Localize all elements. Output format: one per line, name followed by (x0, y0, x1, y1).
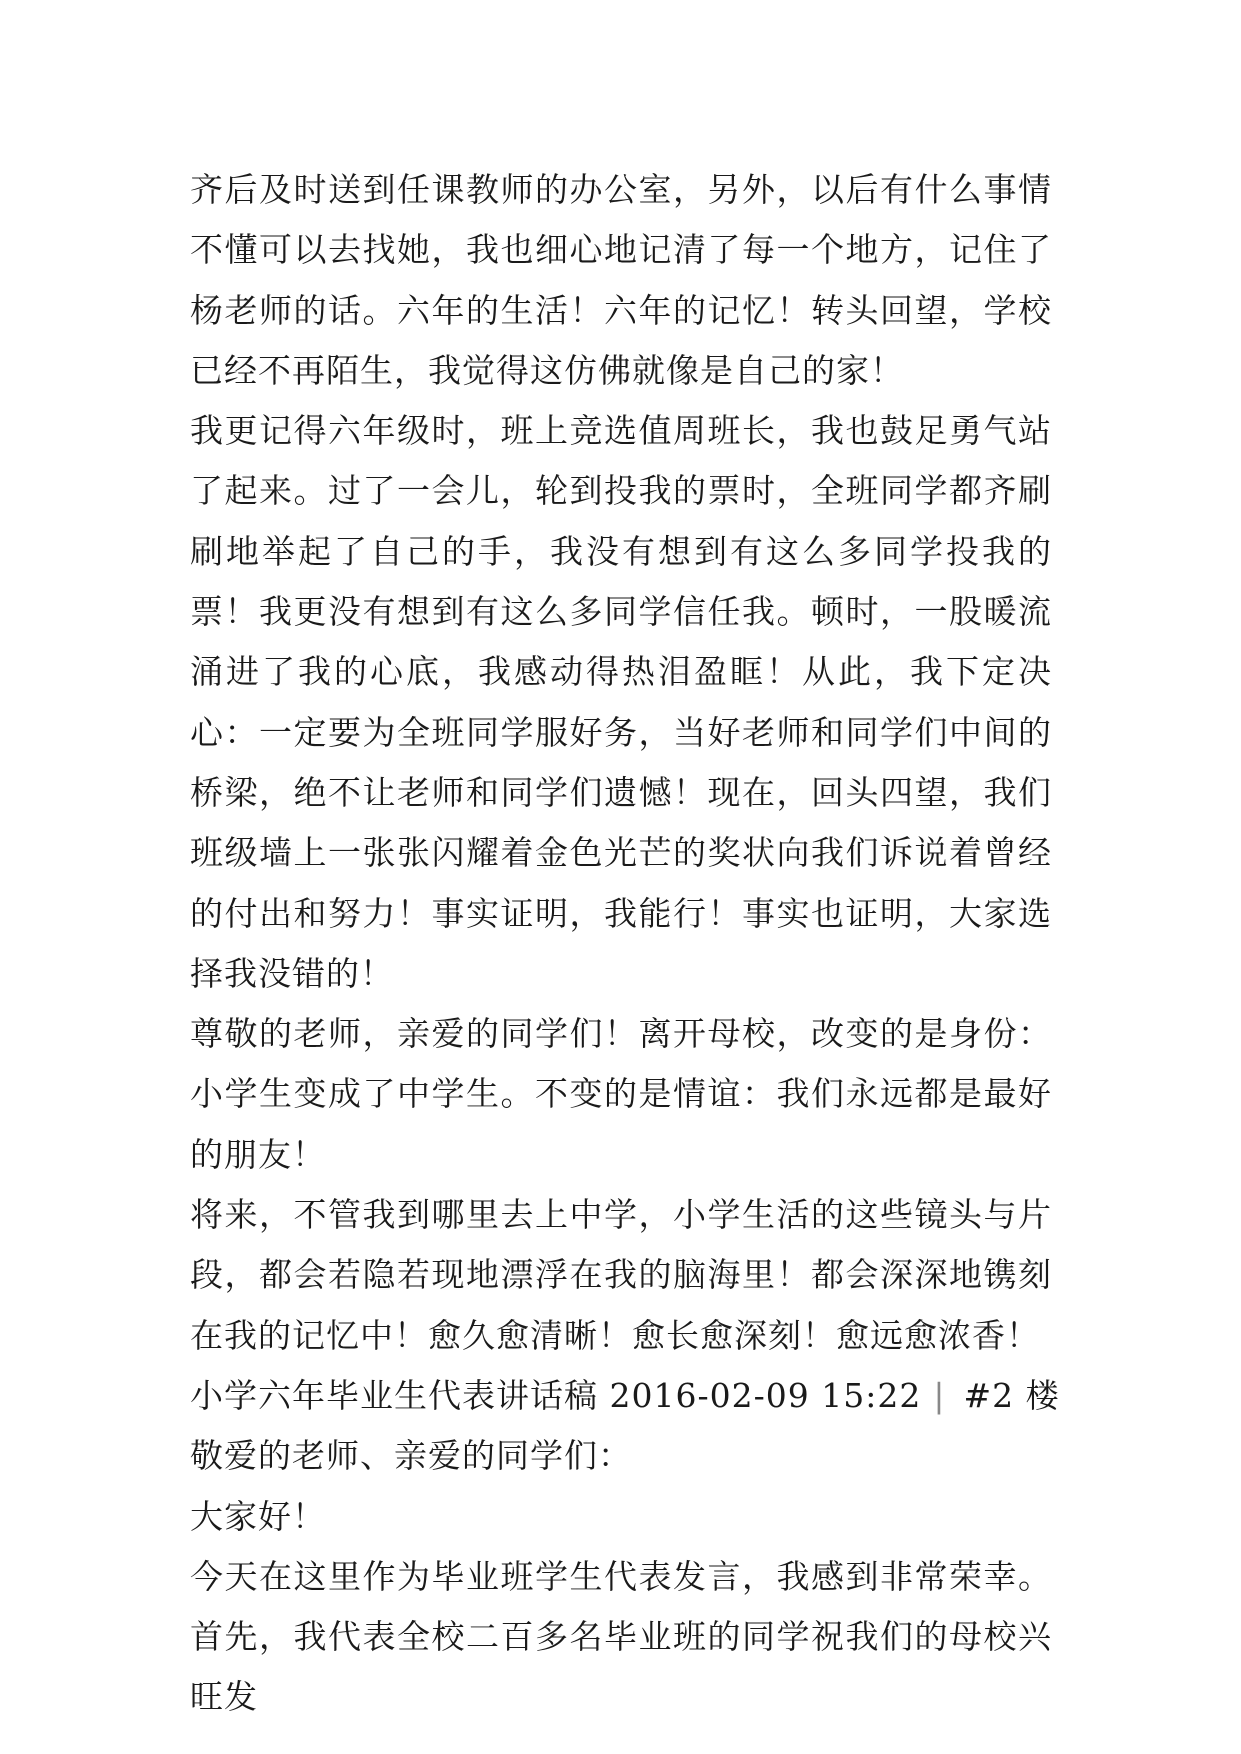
post-floor: #2 楼 (963, 1375, 1060, 1415)
post-greeting: 敬爱的老师、亲爱的同学们： (190, 1436, 632, 1476)
paragraph-2: 我更记得六年级时，班上竞选值周班长，我也鼓足勇气站了起来。过了一会儿，轮到投我的票时，全班同学都齐刷刷地举起了自己的手，我没有想到有这么多同学投我的票！我更没有想到有这么多同学信任我。顿时，一股暖流涌进了我的心底，我感动得热泪盈眶！从此，我下定决心：一定要为全班同学服好务，当好老师和同学们中间的桥梁，绝不让老师和同学们遗憾！现在，回头四望，我们班级墙上一张张闪耀着金色光芒的奖状向我们诉说着曾经的付出和努力！事实证明，我能行！事实也证明，大家选择我没错的！ (190, 411, 1052, 993)
post-datetime: 2016-02-09 15:22 (609, 1375, 922, 1415)
post-salutation: 大家好！ (190, 1496, 326, 1536)
paragraph-3: 尊敬的老师，亲爱的同学们！离开母校，改变的是身份：小学生变成了中学生。不变的是情谊：我们永远都是最好的朋友！ (190, 1014, 1052, 1174)
post-paragraph-1: 今天在这里作为毕业班学生代表发言，我感到非常荣幸。首先，我代表全校二百多名毕业班的同学祝我们的母校兴旺发 (190, 1556, 1052, 1717)
paragraph-4: 将来，不管我到哪里去上中学，小学生活的这些镜头与片段，都会若隐若现地漂浮在我的脑海里！都会深深地镌刻在我的记忆中！愈久愈清晰！愈长愈深刻！愈远愈浓香！ (190, 1195, 1052, 1355)
document-body (190, 160, 1060, 1728)
paragraph-1: 齐后及时送到任课教师的办公室，另外，以后有什么事情不懂可以去找她，我也细心地记清了每一个地方，记住了杨老师的话。六年的生活！六年的记忆！转头回望，学校已经不再陌生，我觉得这仿佛就像是自己的家！ (190, 170, 1052, 390)
post-separator: | (933, 1375, 946, 1415)
post-title: 小学六年毕业生代表讲话稿 (190, 1375, 598, 1415)
post-header (190, 1366, 1060, 1426)
